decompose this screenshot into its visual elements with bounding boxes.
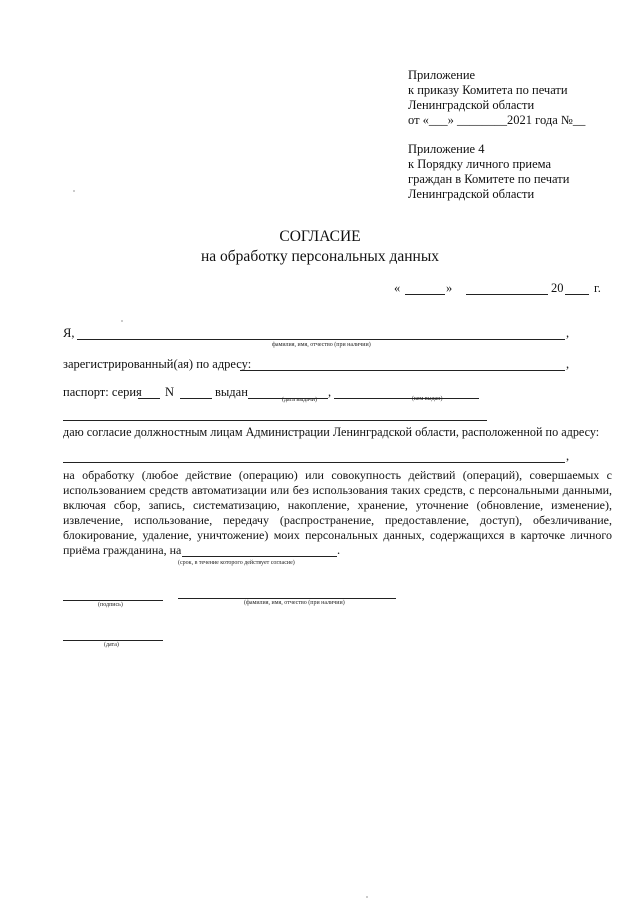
issued-by-caption: (кем выдан) [412, 396, 443, 402]
date-month-field[interactable] [466, 294, 548, 295]
consent-period-field[interactable] [182, 556, 337, 557]
appendix-4-line3: граждан в Комитете по печати [408, 172, 570, 186]
registered-address-field[interactable] [240, 370, 565, 371]
signature-field[interactable] [63, 600, 163, 601]
processing-text: на обработку (любое действие (операцию) или совокупность действий (операций), совершаемых с использованием средств автоматизации или без использования таких средств, с персональными данными, включая сбор, запись, систематизацию, накопление, хранение, уточнение (обновление, изменение), извлечение, использование, передачу (распространение, предоставление, доступ), обезличивание, блокирование, удаление, уничтожение) моих персональных данных, содержащихся в карточке личного приёма гражданина, на [63, 468, 612, 557]
appendix-4-line2: к Порядку личного приема [408, 157, 551, 171]
date-close-quote: » [446, 281, 453, 295]
signature-fio-caption: (фамилия, имя, отчество (при наличии) [244, 600, 345, 606]
scan-speck [366, 896, 368, 898]
issued-by-continued-field[interactable] [63, 420, 487, 421]
fio-field[interactable] [77, 339, 565, 340]
administration-address-field[interactable] [63, 462, 565, 463]
scan-speck [73, 190, 75, 192]
appendix-main-line3: Ленинградской области [408, 98, 535, 112]
signing-date-field[interactable] [63, 640, 163, 641]
signature-caption: (подпись) [98, 602, 123, 608]
date-caption: (дата) [104, 642, 119, 648]
date-year-prefix: 20 [551, 281, 564, 295]
period-caption: (срок, в течение которого действует согласие) [178, 560, 295, 566]
appendix-4-line1: Приложение 4 [408, 142, 485, 156]
appendix-main-line2: к приказу Комитета по печати [408, 83, 568, 97]
date-year-suffix: г. [594, 281, 601, 295]
passport-n-label: N [165, 385, 175, 399]
date-open-quote: « [394, 281, 401, 295]
issued-label: выдан [215, 385, 248, 399]
document-title: СОГЛАСИЕ [279, 228, 361, 245]
date-year-field[interactable] [565, 294, 589, 295]
passport-series-label: паспорт: серия [63, 385, 142, 399]
signature-fio-field[interactable] [178, 598, 396, 599]
appendix-main-line4: от «___» ________2021 года №__ [408, 113, 586, 127]
ya-label: Я, [63, 326, 75, 340]
issue-date-caption: (дата выдачи) [282, 397, 317, 403]
appendix-4-line4: Ленинградской области [408, 187, 535, 201]
issued-by-field[interactable] [334, 398, 479, 399]
passport-series-field[interactable] [138, 398, 160, 399]
document-subtitle: на обработку персональных данных [201, 248, 439, 265]
registered-label: зарегистрированный(ая) по адресу: [63, 357, 252, 371]
appendix-main-line1: Приложение [408, 68, 476, 82]
passport-number-field[interactable] [180, 398, 212, 399]
consent-text: даю согласие должностным лицам Администрации Ленинградской области, расположенной по адресу: [63, 425, 600, 439]
fio-caption: фамилия, имя, отчество (при наличии) [272, 342, 371, 348]
scan-speck [121, 320, 123, 322]
date-day-field[interactable] [405, 294, 445, 295]
